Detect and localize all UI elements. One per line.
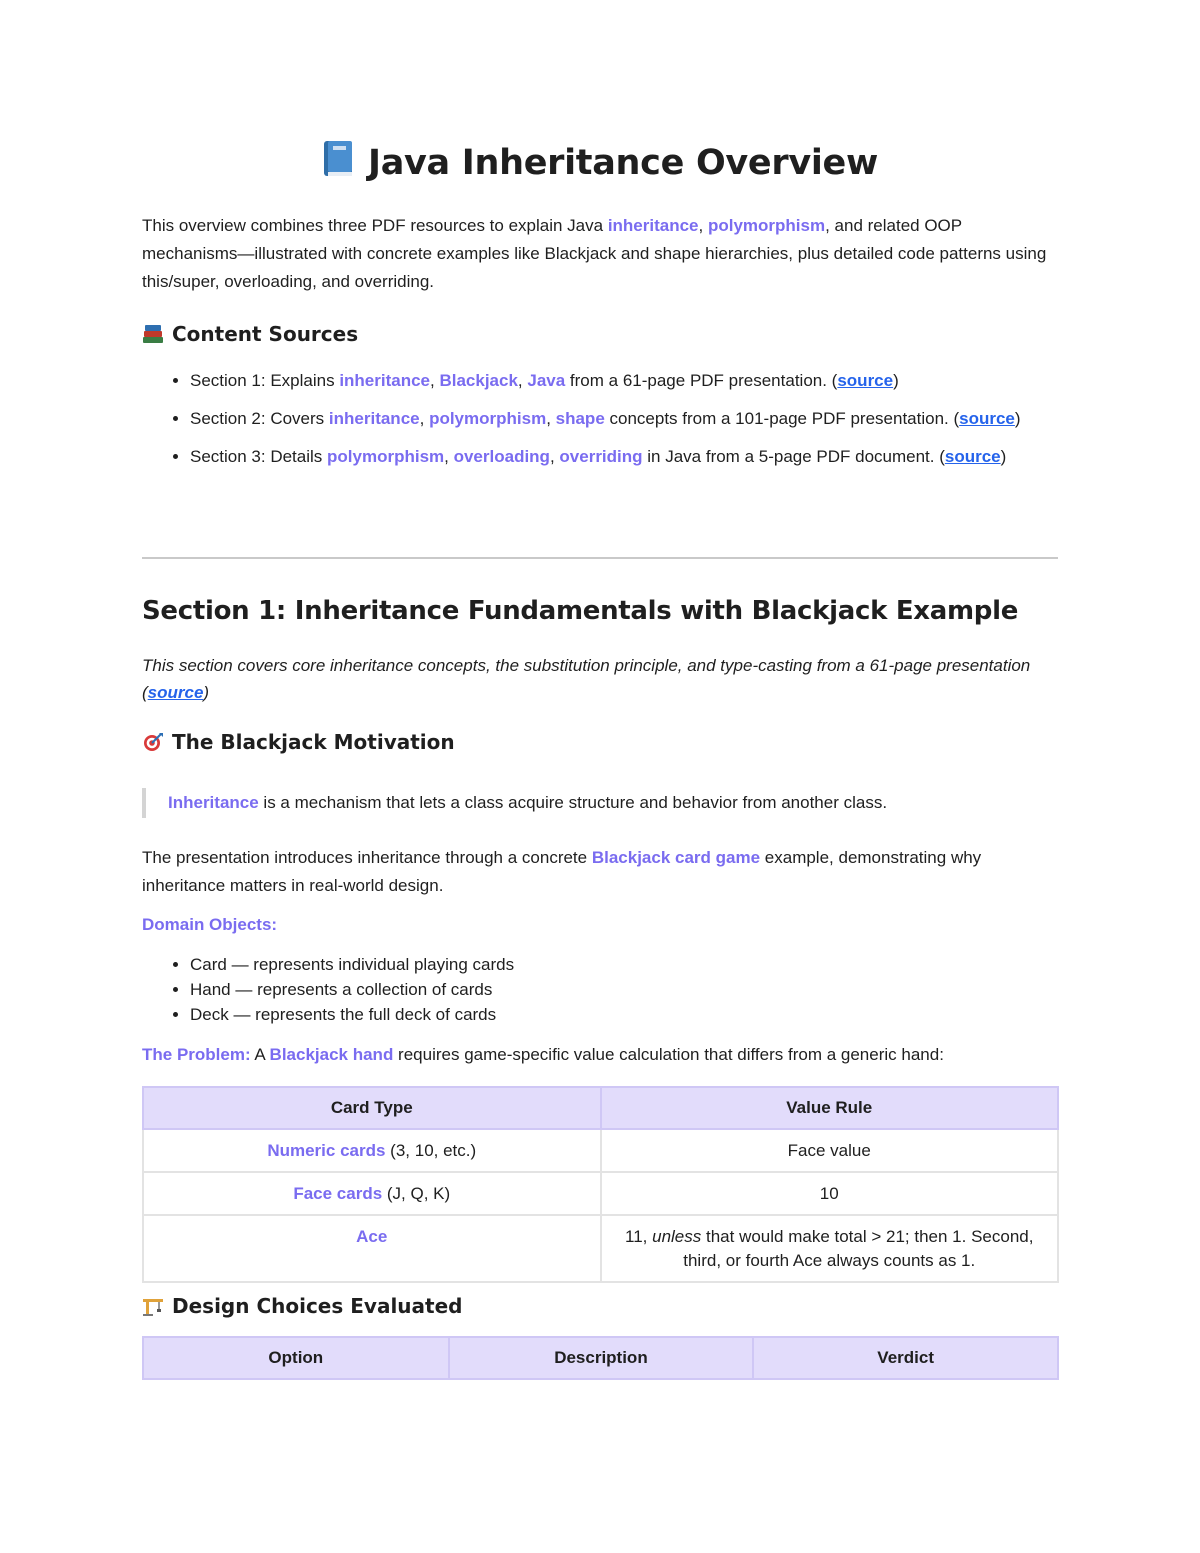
sources-list bbox=[142, 362, 1058, 476]
keyword-link[interactable]: Blackjack bbox=[439, 371, 518, 390]
column-header: Description bbox=[449, 1337, 754, 1379]
domain-objects-list bbox=[142, 952, 514, 1027]
keyword-link[interactable]: overriding bbox=[559, 447, 643, 466]
table-cell: 10 bbox=[601, 1172, 1059, 1215]
keyword-link[interactable]: shape bbox=[555, 409, 605, 428]
keyword-link[interactable]: Face cards bbox=[293, 1184, 383, 1203]
section1-description: This section covers core inheritance concepts, the substitution principle, and type-casting from a 61-page presentation (source) bbox=[142, 656, 1031, 702]
column-header: Option bbox=[143, 1337, 449, 1379]
keyword-polymorphism[interactable]: polymorphism bbox=[707, 216, 826, 235]
source-link[interactable]: source bbox=[944, 447, 1001, 466]
keyword-blackjack-hand[interactable]: Blackjack hand bbox=[269, 1045, 394, 1064]
table-row bbox=[143, 1215, 1058, 1282]
table-row bbox=[143, 1129, 1058, 1172]
column-header: Card Type bbox=[143, 1087, 601, 1129]
book-icon bbox=[322, 140, 356, 187]
table-header-row bbox=[143, 1087, 1058, 1129]
source-link[interactable]: source bbox=[147, 683, 204, 702]
domain-objects-label: Domain Objects: bbox=[142, 915, 278, 934]
blackjack-paragraph: The presentation introduces inheritance through a concrete Blackjack card game example, demonstrating why inheritance matters in real-world design. bbox=[142, 848, 982, 895]
keyword-link[interactable]: overloading bbox=[453, 447, 550, 466]
section1-heading: Section 1: Inheritance Fundamentals with Blackjack Example bbox=[142, 596, 1019, 626]
source-item: • Section 1: Explains inheritance, Blackjack, Java from a 61-page PDF presentation. (source) bbox=[190, 362, 1058, 400]
keyword-link[interactable]: inheritance bbox=[328, 409, 420, 428]
list-item: • Card — represents individual playing cards bbox=[190, 952, 514, 977]
design-choices-heading: Design Choices Evaluated bbox=[142, 1294, 462, 1318]
table-cell: 11, unless that would make total > 21; then 1. Second, third, or fourth Ace always counts as 1. bbox=[601, 1215, 1059, 1282]
list-item: • Deck — represents the full deck of cards bbox=[190, 1002, 514, 1027]
definition-quote: Inheritance is a mechanism that lets a class acquire structure and behavior from another class. bbox=[142, 788, 1058, 818]
intro-paragraph: This overview combines three PDF resources to explain Java inheritance, polymorphism, and related OOP mechanisms—illustrated with concrete examples like Blackjack and shape hierarchies, plus detailed code patterns using this/super, overloading, and overriding. bbox=[142, 216, 1047, 291]
source-item: • Section 3: Details polymorphism, overloading, overriding in Java from a 5-page PDF document. (source) bbox=[190, 438, 1058, 476]
keyword-link[interactable]: polymorphism bbox=[429, 409, 547, 428]
table-cell: Face value bbox=[601, 1129, 1059, 1172]
table-cell bbox=[143, 1215, 601, 1282]
content-sources-heading: Content Sources bbox=[142, 322, 358, 346]
keyword-link[interactable]: Ace bbox=[356, 1227, 388, 1246]
card-value-table bbox=[142, 1086, 1059, 1283]
source-link[interactable]: source bbox=[837, 371, 894, 390]
source-item: • Section 2: Covers inheritance, polymorphism, shape concepts from a 101-page PDF presentation. (source) bbox=[190, 400, 1058, 438]
books-icon bbox=[142, 324, 164, 344]
keyword-link[interactable]: Numeric cards bbox=[267, 1141, 386, 1160]
section-divider bbox=[142, 557, 1058, 559]
construction-crane-icon bbox=[142, 1296, 164, 1316]
table-cell: Numeric cards (3, 10, etc.) bbox=[143, 1129, 601, 1172]
keyword-link[interactable]: polymorphism bbox=[327, 447, 445, 466]
page-title: Java Inheritance Overview bbox=[142, 140, 1058, 187]
table-cell: Face cards (J, Q, K) bbox=[143, 1172, 601, 1215]
keyword-link[interactable]: inheritance bbox=[339, 371, 431, 390]
column-header: Verdict bbox=[753, 1337, 1058, 1379]
keyword-inheritance[interactable]: Inheritance bbox=[168, 793, 259, 812]
dart-target-icon bbox=[142, 732, 164, 752]
design-choices-table bbox=[142, 1336, 1059, 1380]
source-link[interactable]: source bbox=[959, 409, 1015, 428]
keyword-blackjack-card-game[interactable]: Blackjack card game bbox=[591, 848, 761, 867]
motivation-heading: The Blackjack Motivation bbox=[142, 730, 455, 754]
keyword-inheritance[interactable]: inheritance bbox=[607, 216, 699, 235]
keyword-link[interactable]: Java bbox=[527, 371, 566, 390]
problem-statement: The Problem: A Blackjack hand requires game-specific value calculation that differs from a generic hand: bbox=[142, 1045, 944, 1064]
table-row bbox=[143, 1172, 1058, 1215]
column-header: Value Rule bbox=[601, 1087, 1059, 1129]
table-header-row bbox=[143, 1337, 1058, 1379]
list-item: • Hand — represents a collection of cards bbox=[190, 977, 514, 1002]
